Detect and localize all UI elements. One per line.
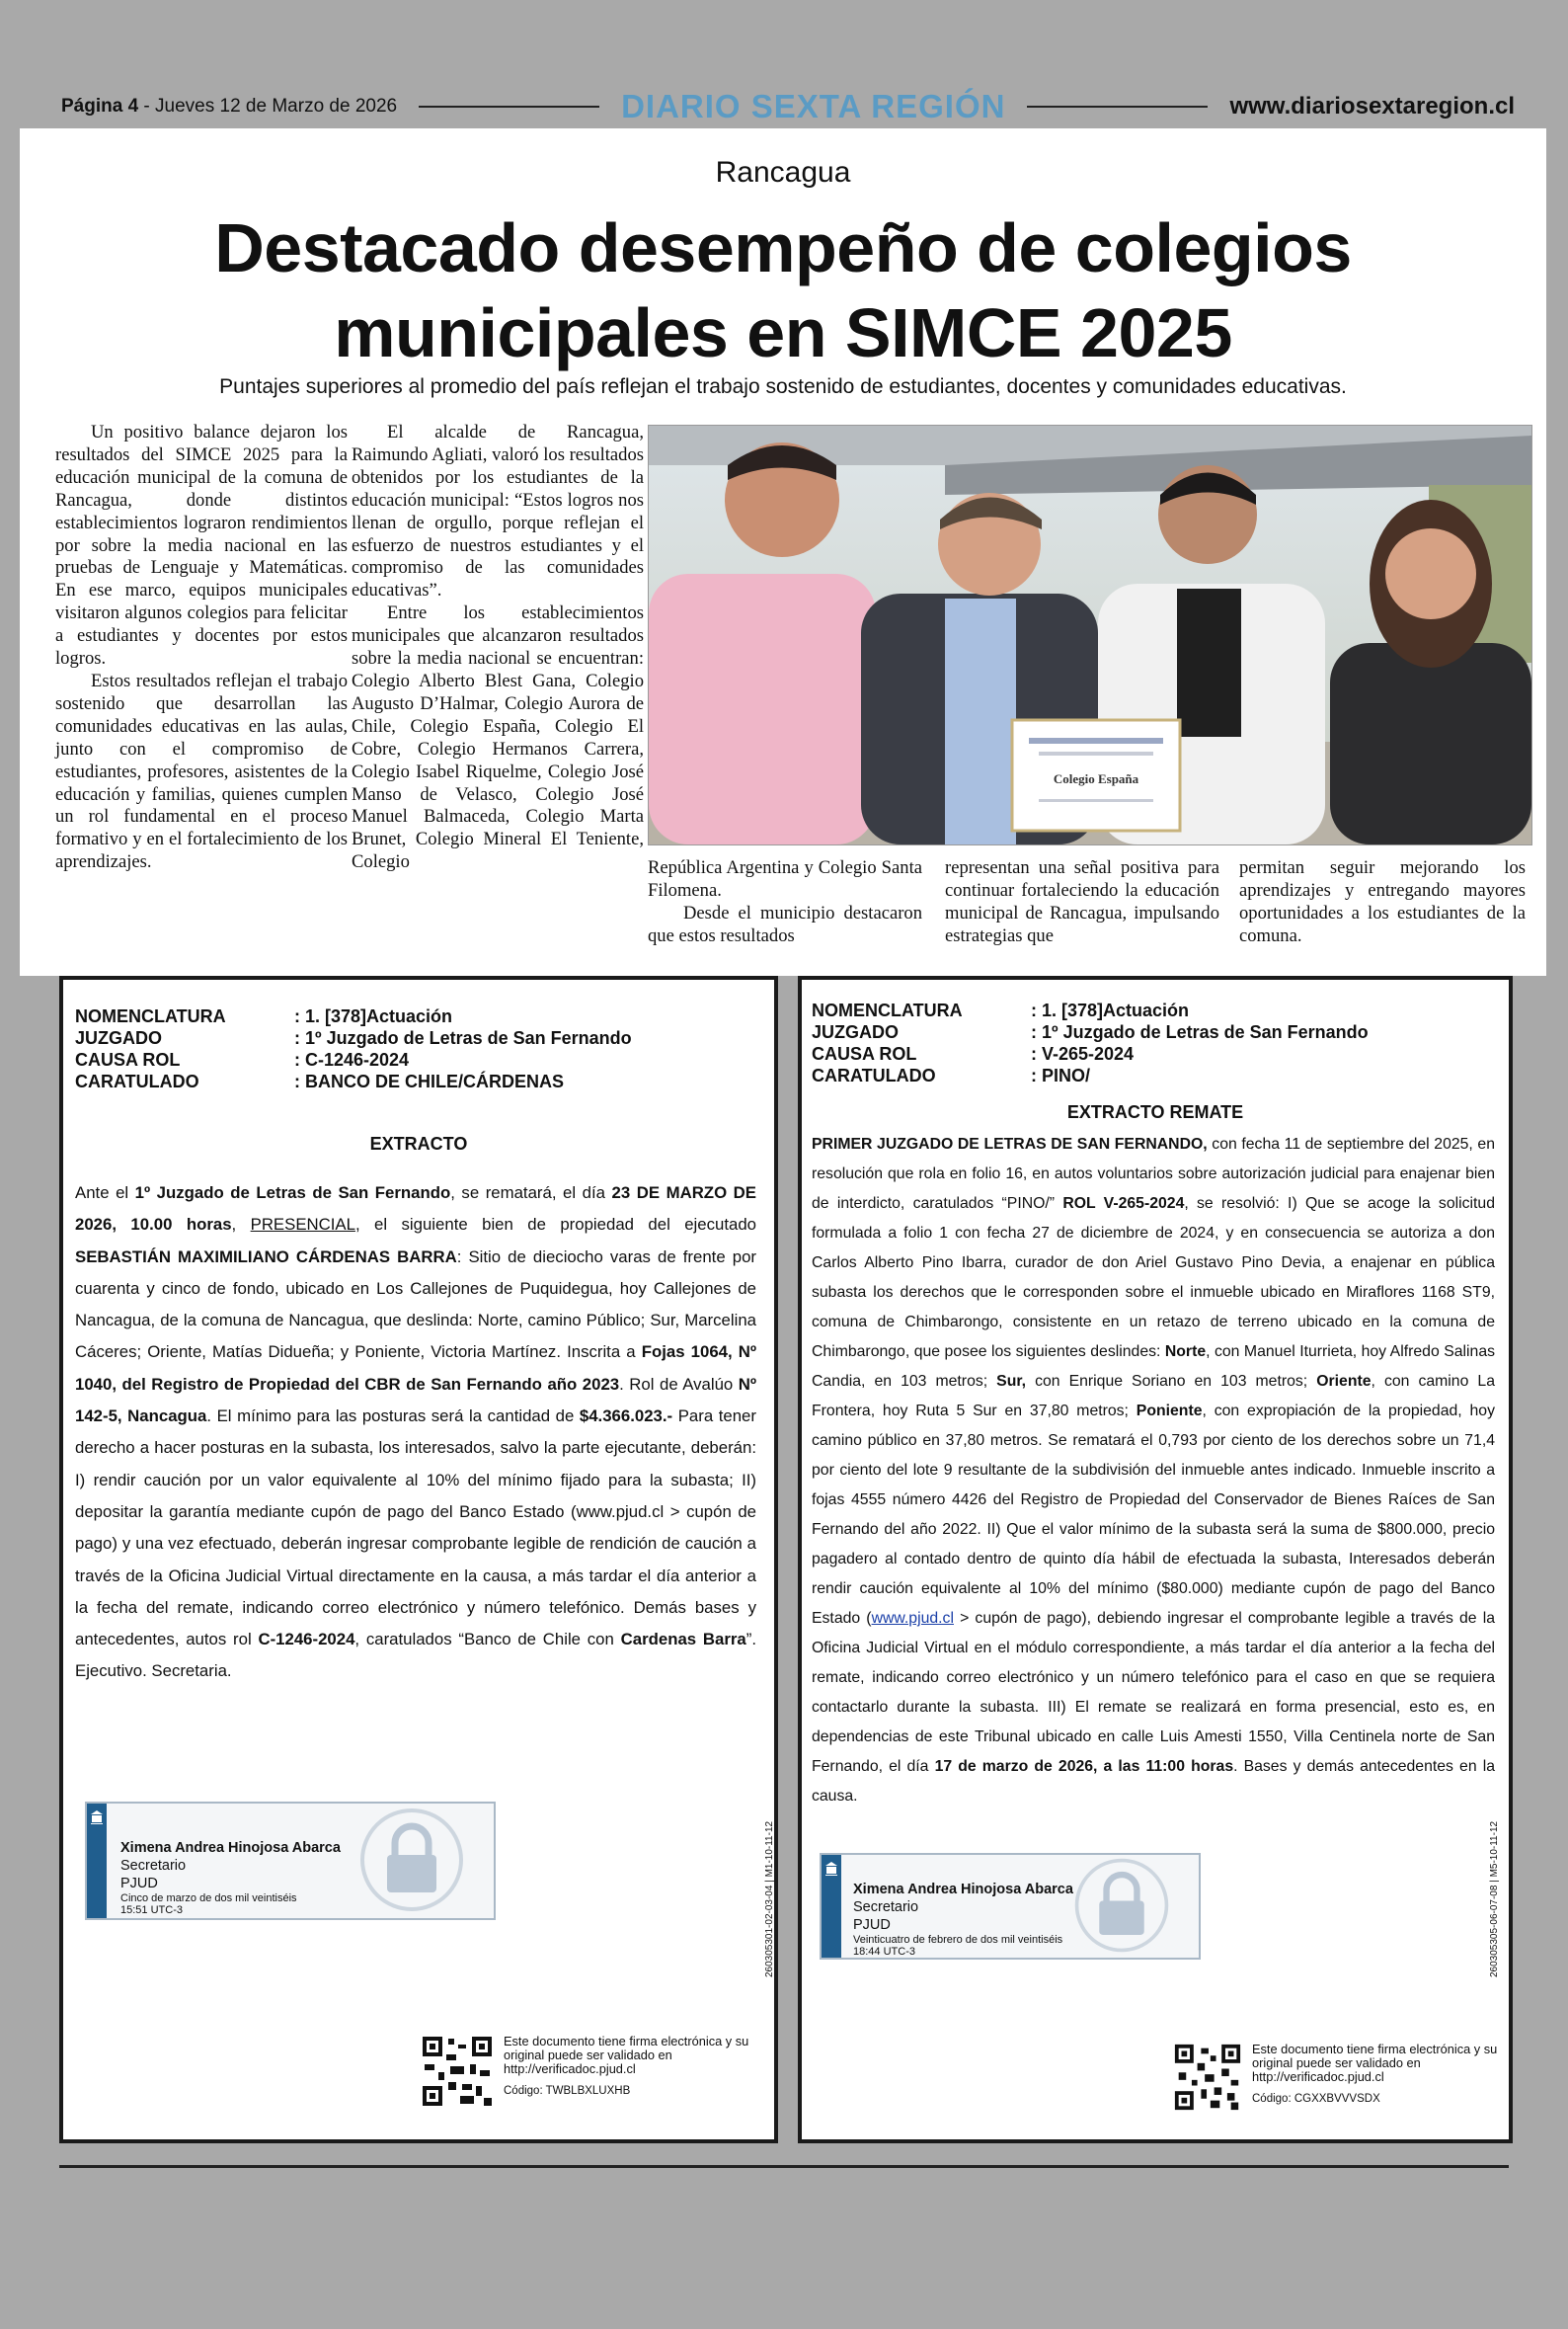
text-run: , el siguiente bien de propiedad del ejecutado (354, 1215, 757, 1235)
electronic-signature (820, 1853, 1201, 1960)
signer-role: Secretario (120, 1858, 187, 1874)
bold-run: 23 DE MARZO DE 2026, 10.00 horas (75, 1183, 756, 1235)
qr-code-icon[interactable] (1173, 2043, 1242, 2112)
meta-value: : V-265-2024 (1031, 1044, 1135, 1064)
bold-run: Poniente (1136, 1403, 1203, 1419)
paragraph: Un positivo balance dejaron los resultados del SIMCE 2025 para la educación municipal de la comuna de Rancagua, donde distintos establecimientos lograron rendimientos por sobre la media nacional en las pruebas de Lenguaje y Matemáticas. En ese marco, equipos municipales visitaron algunos colegios para felicitar a estudiantes y docentes por estos logros. (55, 422, 348, 670)
signature-date: Cinco de marzo de dos mil veintiséis (120, 1892, 297, 1904)
verification-code: Código: CGXXBVVVSDX (1252, 2093, 1380, 2105)
text-run: > cupón de pago), debiendo ingresar el comprobante legible a través de la Oficina Judicial Virtual en el módulo correspondiente, a más tardar el día anterior a la fecha del remate, indicando correo electrónico y un número telefónico para el caso en que se requiera contactarlo durante la subasta. III) El remate se realizará en forma presencial, esto es, en dependencias de este Tribunal ubicado en calle Luis Amesti 1550, Villa Centinela norte de San Fernando, el día (812, 1610, 1495, 1775)
bold-run: SEBASTIÁN MAXIMILIANO CÁRDENAS BARRA (75, 1246, 457, 1266)
bold-run: C-1246-2024 (258, 1630, 355, 1649)
signer-name: Ximena Andrea Hinojosa Abarca (853, 1882, 1073, 1897)
text-run: , con camino La Frontera, hoy Ruta 5 Sur en 37,80 metros; (812, 1373, 1495, 1419)
text-run: , caratulados “Banco de Chile con (354, 1630, 621, 1649)
notice-body (75, 1177, 756, 1688)
website-link[interactable]: www.diariosextaregion.cl (1229, 93, 1515, 120)
bold-run: Cardenas Barra (620, 1630, 746, 1649)
meta-value: : C-1246-2024 (294, 1050, 410, 1070)
signer-org: PJUD (120, 1876, 158, 1891)
pjud-link[interactable]: www.pjud.cl (871, 1610, 954, 1627)
text-run: . Bases y demás antecedentes en la causa. (812, 1758, 1496, 1805)
text-run: con Enrique Soriano en 103 metros; (1026, 1373, 1317, 1390)
verification-text (1252, 2043, 1499, 2112)
paragraph: Entre los establecimientos municipales que alcanzaron resultados sobre la media nacional se encuentran: Colegio Alberto Blest Gana, Colegio Augusto D’Halmar, Colegio Aurora de Chile, Colegio España, Colegio El Cobre, Colegio Hermanos Carrera, Colegio Isabel Riquelme, Colegio José Manso de Velasco, Colegio José Manuel Balmaceda, Colegio Marta Brunet, Colegio Mineral El Teniente, Colegio (352, 602, 644, 873)
meta-label: CAUSA ROL (75, 1050, 181, 1070)
electronic-signature (85, 1802, 496, 1920)
meta-label: NOMENCLATURA (75, 1006, 226, 1026)
meta-label: JUZGADO (812, 1022, 900, 1042)
meta-label: JUZGADO (75, 1028, 163, 1048)
issue-date: - Jueves 12 de Marzo de 2026 (138, 96, 398, 117)
meta-label: CAUSA ROL (812, 1044, 917, 1064)
text-run: ”. Ejecutivo. Secretaria. (75, 1630, 756, 1681)
photo-illustration (649, 426, 1531, 844)
meta-value: : 1. [378]Actuación (1031, 1001, 1190, 1020)
bold-run: PRIMER JUZGADO DE LETRAS DE SAN FERNANDO, (812, 1136, 1208, 1153)
bold-run: Nº 142-5, Nancagua (75, 1374, 756, 1426)
court-building-icon (824, 1861, 838, 1877)
headline-line-2: municipales en SIMCE 2025 (334, 294, 1232, 371)
notice-meta (75, 1005, 632, 1092)
verification-block (421, 2035, 750, 2108)
article-kicker: Rancagua (715, 156, 851, 189)
text-run: : Sitio de dieciocho varas de frente por cuarenta y cinco de fondo, ubicado en Los Callejones de Puquidegua, hoy Callejones de Nancagua, de la comuna de Nancagua, que deslinda: Norte, camino Público; Sur, Marcelina Cáceres; Oriente, Matías Didueña; y Poniente, Victoria Martínez. Inscrita a (75, 1246, 756, 1362)
meta-value: : PINO/ (1031, 1066, 1091, 1085)
certificate-text: Colegio España (1053, 771, 1139, 786)
notice-meta (812, 1000, 1369, 1086)
verification-text (504, 2035, 750, 2108)
text-run: , se resolvió: I) Que se acoge la solicitud formulada a folio 1 con fecha 27 de diciembre de 2024, y en consecuencia se autoriza a don Carlos Alberto Pino Ibarra, curador de don Ariel Gustavo Pino Devia, a enajenar en pública subasta los derechos que le corresponden sobre el inmueble ubicado en Miraflores 1168 ST9, comuna de Chimbarongo, consistente en un retazo de terreno ubicado en la comuna de Chimbarongo, que posee los siguientes deslindes: (812, 1195, 1496, 1360)
text-run: Ante el (75, 1183, 135, 1202)
footer-rule (59, 2165, 1509, 2168)
bold-run: 1º Juzgado de Letras de San Fernando (134, 1183, 451, 1202)
headline-line-1: Destacado desempeño de colegios (214, 209, 1352, 286)
notice-paragraph (75, 1177, 756, 1688)
bold-run: 17 de marzo de 2026, a las 11:00 horas (934, 1758, 1234, 1775)
meta-value: : 1º Juzgado de Letras de San Fernando (294, 1028, 632, 1048)
text-run: Para tener derecho a hacer posturas en la subasta, los interesados, salvo la parte ejecutante, deberán: I) rendir caución por un valor equivalente al 10% del mínimo fijado para la subasta; II) depositar la garantía mediante cupón de pago del Banco Estado (www.pjud.cl > cupón de pago) y una vez efectuado, deberán ingresar comprobante legible de rendición de caución a través de la Oficina Judicial Virtual directamente en la causa, a más tardar el día anterior a la fecha del remate, indicando correo electrónico y número telefónico. Demás bases y antecedentes, autos rol (75, 1406, 756, 1649)
verification-block (1173, 2043, 1499, 2112)
signature-time: 15:51 UTC-3 (120, 1904, 183, 1916)
article-column-1 (55, 422, 348, 874)
page-number: Página 4 (61, 96, 139, 117)
text-run: , con expropiación de la propiedad, hoy camino público en 37,80 metros. Se rematará el 0,793 por ciento de los derechos sobre un 71,4 por ciento del lote 9 resultante de la subdivisión del inmueble antes indicado. Inmueble inscrito a fojas 4555 número 4426 del Registro de Propiedad del Conservador de Bienes Raíces de San Fernando del año 2022. II) Que el valor mínimo de la subasta será la suma de $800.000, precio pagadero al contado dentro de quinto día hábil de efectuada la subasta, Interesados deberán rendir caución equivalente al 10% del mínimo ($80.000) mediante cupón de pago del Banco Estado ( (812, 1403, 1495, 1627)
meta-label: NOMENCLATURA (812, 1001, 963, 1020)
bold-run: Oriente (1316, 1373, 1372, 1390)
article-column-3 (648, 857, 922, 948)
bold-run: $4.366.023.- (579, 1406, 673, 1426)
legal-notice-left (59, 976, 778, 2143)
notice-paragraph (812, 1130, 1495, 1811)
article-photo (648, 425, 1532, 845)
header-rule-left (419, 106, 599, 108)
notice-body (812, 1130, 1495, 1811)
news-article (20, 128, 1546, 976)
article-column-2 (352, 422, 644, 874)
paragraph: permitan seguir mejorando los aprendizajes y entregando mayores oportunidades a los estudiantes de la comuna. (1239, 857, 1526, 946)
paragraph: República Argentina y Colegio Santa Filomena. (648, 857, 922, 901)
qr-code-icon[interactable] (421, 2035, 494, 2108)
bold-run: Sur, (996, 1373, 1027, 1390)
page-date-line (61, 96, 397, 118)
article-subheadline: Puntajes superiores al promedio del país reflejan el trabajo sostenido de estudiantes, docentes y comunidades educativas. (219, 375, 1347, 398)
underlined-run: PRESENCIAL (250, 1215, 355, 1235)
meta-label: CARATULADO (812, 1066, 936, 1085)
meta-value: : 1. [378]Actuación (294, 1006, 453, 1026)
signature-text (853, 1881, 1073, 1958)
legal-notice-right (798, 976, 1513, 2143)
article-column-4 (945, 857, 1219, 948)
bold-run: ROL V-265-2024 (1062, 1195, 1185, 1212)
paragraph: El alcalde de Rancagua, Raimundo Agliati, valoró los resultados obtenidos por los estudiantes de la educación municipal: “Estos logros nos llenan de orgullo, porque reflejan el esfuerzo de nuestros estudiantes y el compromiso de las comunidades educativas”. (352, 422, 644, 602)
bold-run: Fojas 1064, Nº 1040, del Registro de Propiedad del CBR de San Fernando año 2023 (75, 1342, 756, 1394)
signer-role: Secretario (853, 1899, 919, 1915)
verification-code: Código: TWBLBXLUXHB (504, 2085, 631, 2097)
verification-note: Este documento tiene firma electrónica y su original puede ser validado en http://verificadoc.pjud.cl (1252, 2042, 1498, 2084)
side-code: 260305305-06-07-08 | M5-10-11-12 (1489, 1820, 1500, 1977)
text-run: . Rol de Avalúo (619, 1374, 739, 1394)
signature-date: Veinticuatro de febrero de dos mil veintiséis (853, 1934, 1063, 1946)
bold-run: Norte (1164, 1343, 1207, 1360)
paragraph: Desde el municipio destacaron que estos resultados (648, 902, 922, 946)
text-run: , (231, 1215, 251, 1235)
signer-name: Ximena Andrea Hinojosa Abarca (120, 1840, 341, 1856)
meta-label: CARATULADO (75, 1072, 199, 1091)
lock-icon (1072, 1857, 1171, 1959)
masthead: DIARIO SEXTA REGIÓN (621, 88, 1006, 124)
page-header (61, 87, 1515, 126)
court-building-icon (90, 1809, 104, 1825)
signature-text (120, 1839, 341, 1916)
meta-value: : BANCO DE CHILE/CÁRDENAS (294, 1072, 565, 1091)
signer-org: PJUD (853, 1917, 891, 1933)
side-code: 260305301-02-03-04 | M1-10-11-12 (764, 1820, 775, 1977)
lock-icon (357, 1807, 466, 1917)
text-run: , con Manuel Iturrieta, hoy Alfredo Salinas Candia, en 103 metros; (812, 1343, 1495, 1390)
paragraph: Estos resultados reflejan el trabajo sostenido que desarrollan las comunidades educativas en las aulas, junto con el compromiso de estudiantes, profesores, asistentes de la educación y familias, quienes cumplen un rol fundamental en el proceso formativo y en el fortalecimiento de los aprendizajes. (55, 670, 348, 873)
article-column-5 (1239, 857, 1526, 948)
meta-value: : 1º Juzgado de Letras de San Fernando (1031, 1022, 1369, 1042)
paragraph: representan una señal positiva para continuar fortaleciendo la educación municipal de Rancagua, impulsando estrategias que (945, 857, 1219, 946)
text-run: , se rematará, el día (450, 1183, 612, 1202)
notice-title: EXTRACTO REMATE (1066, 1102, 1244, 1122)
notice-title: EXTRACTO (369, 1134, 468, 1154)
text-run: . El mínimo para las posturas será la cantidad de (206, 1406, 580, 1426)
signature-time: 18:44 UTC-3 (853, 1946, 915, 1958)
article-headline (20, 205, 1546, 375)
text-run: con fecha 11 de septiembre del 2025, en resolución que rola en folio 16, en autos voluntarios sobre autorización judicial para enajenar bien de interdicto, caratulados “PINO/” (812, 1136, 1495, 1212)
header-rule-right (1027, 106, 1208, 108)
verification-note: Este documento tiene firma electrónica y su original puede ser validado en http://verificadoc.pjud.cl (504, 2034, 749, 2076)
